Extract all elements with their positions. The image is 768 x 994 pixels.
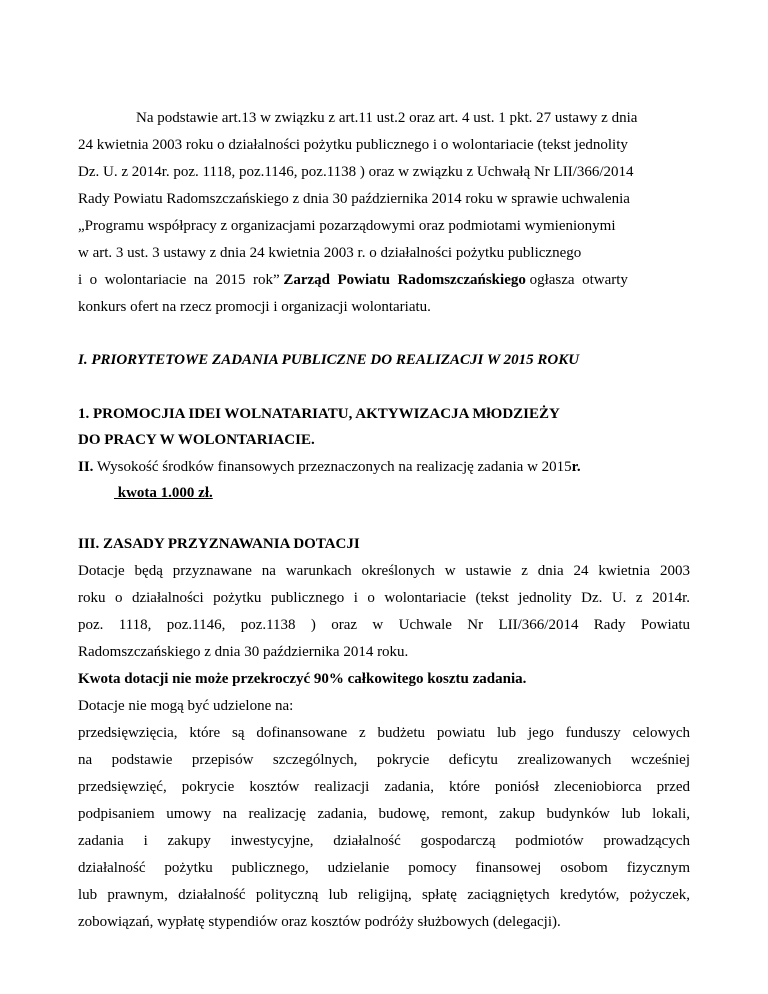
intro-line-5: „Programu współpracy z organizacjami pozarządowymi oraz podmiotami wymienionymi	[78, 218, 616, 234]
intro-line-3: Dz. U. z 2014r. poz. 1118, poz.1146, poz.1138 ) oraz w związku z Uchwałą Nr LII/366/2014	[78, 164, 634, 180]
section-3-p3-line-2: na podstawie przepisów szczególnych, pokrycie deficytu zrealizowanych wcześniej	[78, 752, 690, 768]
intro-line-7-start: i o wolontariacie na 2015 rok”	[78, 272, 280, 288]
section-3-p1-line-3: poz. 1118, poz.1146, poz.1138 ) oraz w Uchwale Nr LII/366/2014 Rady Powiatu	[78, 617, 690, 633]
intro-line-8: konkurs ofert na rzecz promocji i organizacji wolontariatu.	[78, 299, 431, 315]
section-3-p3-line-8: zobowiązań, wypłatę stypendiów oraz kosztów podróży służbowych (delegacji).	[78, 914, 561, 930]
section-3-p1-line-4: Radomszczańskiego z dnia 30 października 2014 roku.	[78, 644, 409, 660]
section-1-heading: I. PRIORYTETOWE ZADANIA PUBLICZNE DO REALIZACJI W 2015 ROKU	[78, 352, 580, 368]
intro-line-4: Rady Powiatu Radomszczańskiego z dnia 30 października 2014 roku w sprawie uchwalenia	[78, 191, 630, 207]
section-2-prefix: II.	[78, 459, 94, 475]
section-3-bold-line: Kwota dotacji nie może przekroczyć 90% całkowitego kosztu zadania.	[78, 671, 527, 687]
intro-line-7-end: ogłasza otwarty	[529, 272, 628, 288]
intro-line-6: w art. 3 ust. 3 ustawy z dnia 24 kwietnia 2003 r. o działalności pożytku publicznego	[78, 245, 582, 261]
section-3-p3-line-3: przedsięwzięć, pokrycie kosztów realizacji zadania, które poniósł zleceniobiorca przed	[78, 779, 690, 795]
section-3-p3-line-5: zadania i zakupy inwestycyjne, działalność gospodarczą podmiotów prowadzących	[78, 833, 690, 849]
intro-line-2: 24 kwietnia 2003 roku o działalności pożytku publicznego i o wolontariacie (tekst jednolity	[78, 137, 628, 153]
section-2-amount: kwota 1.000 zł.	[114, 485, 213, 501]
section-1-item-line-2: DO PRACY W WOLONTARIACIE.	[78, 432, 315, 448]
section-3-p2-line-1: Dotacje nie mogą być udzielone na:	[78, 698, 294, 714]
section-3-p1-line-2: roku o działalności pożytku publicznego i o wolontariacie (tekst jednolity Dz. U. z 2014r.	[78, 590, 690, 606]
section-1-item-line-1: 1. PROMOCJIA IDEI WOLNATARIATU, AKTYWIZACJA MłODZIEŻY	[78, 406, 560, 422]
section-2-text: Wysokość środków finansowych przeznaczonych na realizację zadania w 2015	[93, 459, 572, 475]
section-3-p1-line-1: Dotacje będą przyznawane na warunkach określonych w ustawie z dnia 24 kwietnia 2003	[78, 563, 690, 579]
section-3-heading: III. ZASADY PRZYZNAWANIA DOTACJI	[78, 536, 360, 552]
intro-line-1: Na podstawie art.13 w związku z art.11 ust.2 oraz art. 4 ust. 1 pkt. 27 ustawy z dnia	[136, 110, 638, 126]
section-2-line	[78, 458, 690, 476]
intro-line-7	[78, 271, 690, 289]
board-name: Zarząd Powiatu Radomszczańskiego	[283, 272, 526, 288]
section-3-p3-line-6: działalność pożytku publicznego, udzielanie pomocy finansowej osobom fizycznym	[78, 860, 690, 876]
section-3-p3-line-4: podpisaniem umowy na realizację zadania, budowę, remont, zakup budynków lub lokali,	[78, 806, 690, 822]
section-3-p3-line-1: przedsięwzięcia, które są dofinansowane z budżetu powiatu lub jego funduszy celowych	[78, 725, 690, 741]
section-3-p3-line-7: lub prawnym, działalność polityczną lub religijną, spłatę zaciągniętych kredytów, pożyczek,	[78, 887, 690, 903]
section-2-suffix: r.	[571, 459, 581, 475]
